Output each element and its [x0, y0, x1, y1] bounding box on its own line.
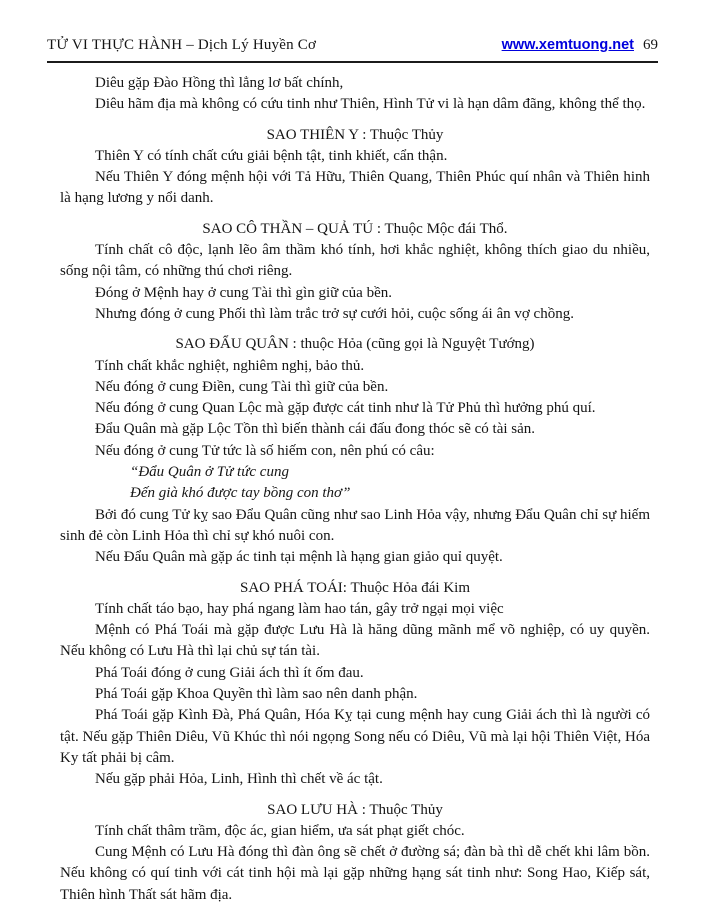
page-header	[47, 0, 658, 54]
document-body	[60, 73, 650, 906]
paragraph: Nếu đóng ở cung Điền, cung Tài thì giữ của bền.	[95, 378, 389, 395]
paragraph: Mệnh có Phá Toái mà gặp được Lưu Hà là hăng dũng mãnh mể võ nghiệp, có uy quyền. Nếu không có Lưu Hà thì lại chủ sự tán tài.	[60, 622, 650, 660]
paragraph: Nếu Đẩu Quân mà gặp ác tinh tại mệnh là hạng gian giảo quỉ quyệt.	[95, 549, 503, 566]
paragraph: Thiên Y có tính chất cứu giải bệnh tật, tinh khiết, cẩn thận.	[95, 147, 448, 164]
paragraph: Đóng ở Mệnh hay ở cung Tài thì gìn giữ của bền.	[95, 284, 392, 301]
section-heading: SAO THIÊN Y : Thuộc Thủy	[266, 126, 444, 143]
website-link[interactable]: www.xemtuong.net	[501, 37, 634, 53]
page-number: 69	[643, 37, 658, 53]
paragraph: Nếu gặp phải Hỏa, Linh, Hình thì chết về ác tật.	[95, 771, 383, 788]
paragraph: Nếu Thiên Y đóng mệnh hội với Tả Hữu, Thiên Quang, Thiên Phúc quí nhân và Thiên hinh là hạng lương y nổi danh.	[60, 169, 650, 207]
section-heading: SAO CÔ THẦN – QUẢ TÚ : Thuộc Mộc đái Thổ.	[202, 220, 508, 237]
paragraph: Nhưng đóng ở cung Phối thì làm trắc trở sự cưới hỏi, cuộc sống ái ân vợ chồng.	[95, 305, 574, 322]
paragraph: Nếu đóng ở cung Tử tức là số hiếm con, nên phú có câu:	[95, 442, 435, 459]
header-title: TỬ VI THỰC HÀNH – Dịch Lý Huyền Cơ	[47, 37, 317, 53]
paragraph: Cung Mệnh có Lưu Hà đóng thì đàn ông sẽ chết ở đường sá; đàn bà thì dễ chết khi lâm bồn. Nếu không có quí tinh với cát tinh hội mà lại gặp những hạng sát tinh như: Song Hao, Kiếp sát, Thiên hình Thất sát hãm địa.	[60, 844, 650, 903]
paragraph: Tính chất thâm trầm, độc ác, gian hiểm, ưa sát phạt giết chóc.	[95, 822, 465, 839]
paragraph: Phá Toái gặp Kình Đà, Phá Quân, Hóa Kỵ tại cung mệnh hay cung Giải ách thì là người có tật. Nếu gặp Thiên Diêu, Vũ Khúc thì nói ngọng Song nếu có Diêu, Vũ mà lại hội Thiên Việt, Hóa Ky tất phải bị câm.	[60, 707, 650, 766]
paragraph: Tính chất khắc nghiệt, nghiêm nghị, bảo thủ.	[95, 357, 365, 374]
header-divider	[47, 61, 658, 63]
paragraph: Diêu gặp Đào Hồng thì lẳng lơ bất chính,	[95, 75, 344, 91]
paragraph: Tính chất cô độc, lạnh lẽo âm thầm khó tính, hơi khắc nghiệt, không thích giao du nhiều, sống nội tâm, có những thú chơi riêng.	[60, 242, 650, 280]
section-heading: SAO LƯU HÀ : Thuộc Thủy	[267, 801, 443, 818]
paragraph: Phá Toái đóng ở cung Giải ách thì ít ốm đau.	[95, 664, 364, 681]
paragraph: Tính chất táo bạo, hay phá ngang làm hao tán, gây trở ngại mọi việc	[95, 600, 504, 617]
header-right	[502, 37, 658, 54]
paragraph: Phá Toái gặp Khoa Quyền thì làm sao nên danh phận.	[95, 686, 418, 703]
section-heading: SAO ĐẨU QUÂN : thuộc Hỏa (cũng gọi là Nguyệt Tướng)	[175, 336, 535, 353]
section-heading: SAO PHÁ TOÁI: Thuộc Hỏa đái Kim	[240, 579, 470, 596]
verse-line: Đến già khó được tay bồng con thơ”	[130, 485, 351, 502]
verse-line: “Đẩu Quân ở Tử tức cung	[130, 464, 289, 481]
paragraph: Diêu hãm địa mà không có cứu tinh như Thiên, Hình Tử vi là hạn dâm đãng, không thể thọ.	[95, 96, 646, 113]
paragraph: Đẩu Quân mà gặp Lộc Tồn thì biến thành cái đấu đong thóc sẽ có tài sản.	[95, 421, 536, 438]
paragraph: Bởi đó cung Tử kỵ sao Đẩu Quân cũng như sao Linh Hỏa vậy, nhưng Đẩu Quân chỉ sự hiếm sinh đẻ còn Linh Hỏa thì chỉ sự khó nuôi con.	[60, 506, 650, 544]
paragraph: Nếu đóng ở cung Quan Lộc mà gặp được cát tinh như là Tử Phủ thì hưởng phú quí.	[95, 400, 596, 417]
